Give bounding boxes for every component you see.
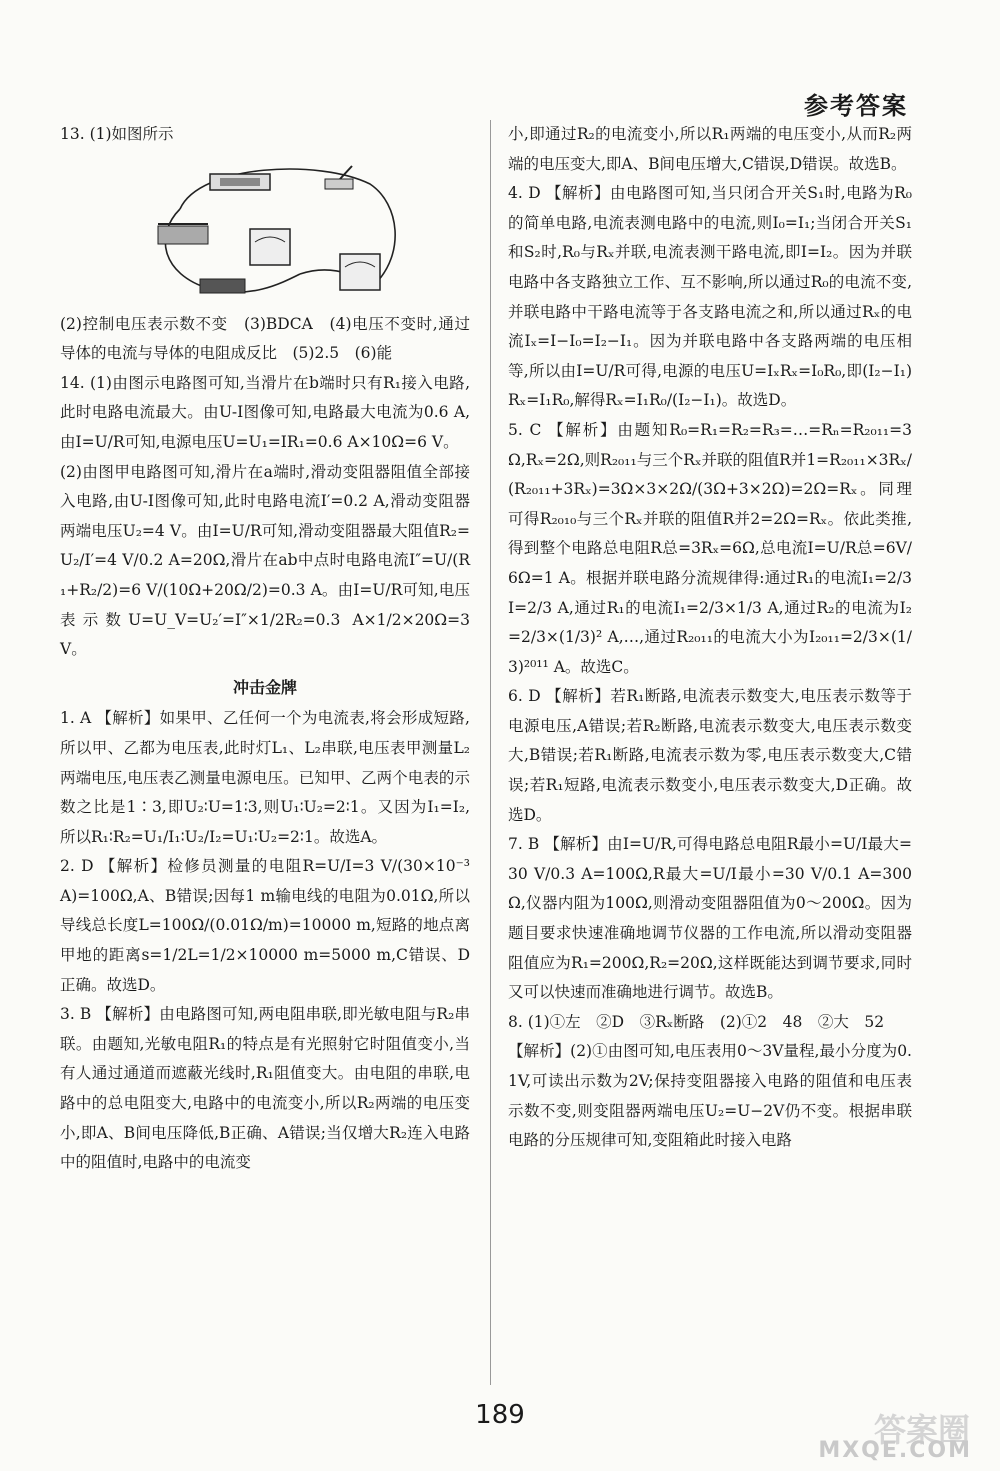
answer-13-part2: (2)控制电压表示数不变 (3)BDCA (4)电压不变时,通过导体的电流与导体的电阻成反比 (5)2.5 (6)能 (60, 314, 470, 363)
right-column (508, 120, 912, 1156)
page-header-title: 参考答案 (804, 92, 908, 120)
left-column (60, 120, 470, 1178)
gold-answer-8: 8. (1)①左 ②D ③Rₓ断路 (2)①2 48 ②大 52 (508, 1012, 885, 1031)
page-number: 189 (475, 1400, 525, 1430)
circuit-diagram-figure (140, 154, 400, 304)
gold-answer-4: 4. D 【解析】由电路图可知,当只闭合开关S₁时,电路为R₀的简单电路,电流表测电路中的电流,则I₀=I₁;当闭合开关S₁和S₂时,R₀与Rₓ并联,电流表测干路电流,即I=I₂。因为并联电路中各支路独立工作、互不影响,所以通过R₀的电流不变,并联电路中干路电流等于各支路电流之和,所以通过Rₓ的电流Iₓ=I−I₀=I₂−I₁。因为并联电路中各支路两端的电压相等,所以由I=U/R可得,电源的电压U=IₓRₓ=I₀R₀,即(I₂−I₁)Rₓ=I₁R₀,解得Rₓ=I₁R₀/(I₂−I₁)。故选D。 (508, 184, 912, 410)
answer-14-part2: (2)由图甲电路图可知,滑片在a端时,滑动变阻器阻值全部接入电路,由U-I图像可知,此时电路电流I′=0.2 A,滑动变阻器两端电压U₂=4 V。由I=U/R可知,滑动变阻器最大阻值R₂=U₂/I′=4 V/0.2 A=20Ω,滑片在ab中点时电路电流I″=U/(R₁+R₂/2)=6 V/(10Ω+20Ω/2)=0.3 A。由I=U/R可知,电压表示数U=U_V=U₂′=I″×1/2R₂=0.3 A×1/2×20Ω=3 V。 (60, 462, 470, 659)
gold-answer-3: 3. B 【解析】由电路图可知,两电阻串联,即光敏电阻与R₂串联。由题知,光敏电阻R₁的特点是有光照射它时阻值变小,当有人通过通道而遮蔽光线时,R₁阻值变大。由电阻的串联,电路中的总电阻变大,电路中的电流变小,所以R₂两端的电压变小,即A、B间电压降低,B正确、A错误;当仅增大R₂连入电路中的阻值时,电路中的电流变 (60, 1005, 470, 1172)
answer-3-continued: 小,即通过R₂的电流变小,所以R₁两端的电压变小,从而R₂两端的电压变大,即A、B间电压增大,C错误,D错误。故选B。 (508, 125, 912, 173)
answer-13-part1: 13. (1)如图所示 (60, 125, 174, 143)
watermark-chars: 答案圈 (873, 1411, 970, 1449)
gold-answer-1: 1. A 【解析】如果甲、乙任何一个为电流表,将会形成短路,所以甲、乙都为电压表,此时灯L₁、L₂串联,电压表甲测量L₂两端电压,电压表乙测量电源电压。已知甲、乙两个电表的示数之比是1∶3,即U₂∶U=1∶3,则U₁∶U₂=2∶1。又因为I₁=I₂,所以R₁∶R₂=U₁/I₁∶U₂/I₂=U₁∶U₂=2∶1。故选A。 (60, 709, 470, 846)
gold-answer-7: 7. B 【解析】由I=U/R,可得电路总电阻R最小=U/I最大=30 V/0.3 A=100Ω,R最大=U/I最小=30 V/0.1 A=300Ω,仪器内阻为100Ω,则滑动变阻器阻值为0～200Ω。因为题目要求快速准确地调节仪器的工作电流,所以滑动变阻器阻值应为R₁=200Ω,R₂=20Ω,这样既能达到调节要求,同时又可以快速而准确地进行调节。故选B。 (508, 835, 912, 1002)
gold-answer-5: 5. C 【解析】由题知R₀=R₁=R₂=R₃=…=Rₙ=R₂₀₁₁=3Ω,Rₓ=2Ω,则R₂₀₁₁与三个Rₓ并联的阻值R并1=R₂₀₁₁×3Rₓ/(R₂₀₁₁+3Rₓ)=3Ω×3×2Ω/(3Ω+3×2Ω)=2Ω=Rₓ。同理可得R₂₀₁₀与三个Rₓ并联的阻值R并2=2Ω=Rₓ。依此类推,得到整个电路总电阻R总=3Rₓ=6Ω,总电流I=U/R总=6V/6Ω=1 A。根据并联电路分流规律得:通过R₁的电流I₁=2/3I=2/3 A,通过R₁的电流I₁=2/3×1/3 A,通过R₂的电流为I₂=2/3×(1/3)² A,…,通过R₂₀₁₁的电流大小为I₂₀₁₁=2/3×(1/3)²⁰¹¹ A。故选C。 (508, 420, 912, 676)
column-divider (490, 120, 491, 1385)
answer-14-part1: 14. (1)由图示电路图可知,当滑片在b端时只有R₁接入电路,此时电路电流最大。由U-I图像可知,电路最大电流为0.6 A,由I=U/R可知,电源电压U=U₁=IR₁=0.6 A×10Ω=6 V。 (60, 373, 470, 451)
gold-answer-6: 6. D 【解析】若R₁断路,电流表示数变大,电压表示数等于电源电压,A错误;若R₂断路,电流表示数变大,电压表示数变大,B错误;若R₁断路,电流表示数为零,电压表示数变大,C错误;若R₁短路,电流表示数变小,电压表示数变大,D正确。故选D。 (508, 687, 912, 824)
gold-answer-8-analysis: 【解析】(2)①由图可知,电压表用0～3V量程,最小分度为0.1V,可读出示数为2V;保持变阻器接入电路的阻值和电压表示数不变,则变阻器两端电压U₂=U−2V仍不变。根据串联电路的分压规律可知,变阻箱此时接入电路 (508, 1042, 912, 1150)
circuit-diagram-svg (140, 154, 400, 304)
gold-answer-2: 2. D 【解析】检修员测量的电阻R=U/I=3 V/(30×10⁻³ A)=100Ω,A、B错误;因每1 m输电线的电阻为0.01Ω,所以导线总长度L=100Ω/(0.01Ω/m)=10000 m,短路的地点离甲地的距离s=1/2L=1/2×10000 m=5000 m,C错误、D正确。故选D。 (60, 857, 470, 994)
watermark-text: MXQE.COM (818, 1438, 972, 1463)
section-title: 冲击金牌 (232, 677, 297, 697)
watermark-logo (810, 1405, 980, 1465)
